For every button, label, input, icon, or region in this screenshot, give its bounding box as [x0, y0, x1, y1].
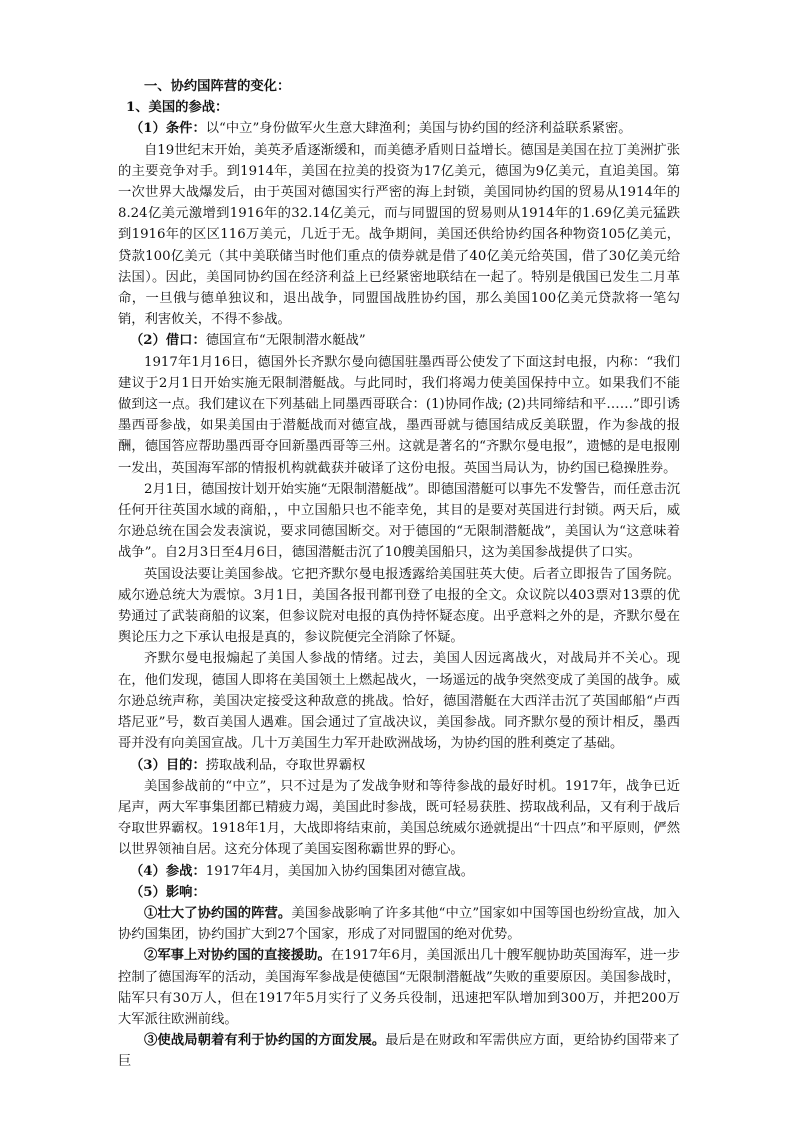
paragraph-conditions-detail: 自19世纪末开始，美英矛盾逐渐缓和，而美德矛盾则日益增长。德国是美国在拉丁美洲扩张的主要竞争对手。到1914年，美国在拉美的投资为17亿美元，德国为9亿美元，直追美国。第一次世界大战爆发后，由于英国对德国实行严密的海上封锁，美国同协约国的贸易从1914年的8.24亿美元激增到1916年的32.14亿美元，而与同盟国的贸易则从1914年的1.69亿美元猛跌到1916年的区区116万美元，几近于无。战争期间，美国还供给协约国各种物资105亿美元，贷款100亿美元（其中美联储当时他们重点的债券就是借了40亿美元给英国，借了30亿美元给法国）。因此，美国同协约国在经济利益上已经紧密地联结在一起了。特别是俄国已发生二月革命，一旦俄与德单独议和，退出战争，同盟国战胜协约国，那么美国100亿美元贷款将一笔勾销，利害攸关，不得不参战。: [118, 142, 680, 328]
impact-1: [118, 903, 680, 945]
conditions-text: 以“中立”身份做军火生意大肆渔利；美国与协约国的经济利益联系紧密。: [205, 121, 632, 137]
section-title: 一、协约国阵营的变化：: [144, 79, 291, 94]
pretext-label: （2）借口：: [130, 333, 206, 349]
paragraph-purpose: 美国参战前的“中立”，只不过是为了发战争财和等待参战的最好时机。1917年，战争已近尾声，两大军事集团都已精疲力竭，美国此时参战，既可轻易获胜、捞取战利品，又有利于战后夺取世界霸权。1918年1月，大战即将结束前，美国总统威尔逊就提出“十四点”和平原则，俨然以世界领袖自居。这充分体现了美国妄图称霸世界的野心。: [118, 778, 680, 858]
paragraph-war: 齐默尔曼电报煽起了美国人参战的情绪。过去，美国人因远离战火，对战局并不关心。现在，他们发现，德国人即将在美国领土上燃起战火，一场遥远的战争突然变成了美国的战争。威尔逊总统声称，美国决定接受这种敌意的挑战。恰好，德国潜艇在大西洋击沉了英国邮船“卢西塔尼亚”号，数百美国人遇难。国会通过了宣战决议，美国参战。同齐默尔曼的预计相反，墨西哥并没有向美国宣战。几十万美国生力军开赴欧洲战场，为协约国的胜利奠定了基础。: [118, 651, 680, 752]
join-text: 1917年4月，美国加入协约国集团对德宣战。: [205, 863, 475, 879]
document-page: [118, 76, 680, 1073]
join-line: [118, 861, 680, 882]
paragraph-telegram: 1917年1月16日，德国外长齐默尔曼向德国驻墨西哥公使发了下面这封电报，内称：“我们建议于2月1日开始实施无限制潜艇战。与此同时，我们将竭力使美国保持中立。如果我们不能做到这一点。我们建议在下列基础上同墨西哥联合：(1)协同作战; (2)共同缔结和平……”即引诱墨西哥参战，如果美国由于潜艇战而对德宣战，墨西哥就与德国结成反美联盟，作为参战的报酬，德国答应帮助墨西哥夺回新墨西哥等三州。这就是著名的“齐默尔曼电报”，遗憾的是电报刚一发出，英国海军部的情报机构就截获并破译了这份电报。英国当局认为，协约国已稳操胜券。: [118, 354, 680, 476]
pretext-line: [118, 330, 680, 351]
impact-2-lead: ②军事上对协约国的直接援助。: [144, 948, 331, 964]
impact-1-text: 美国参战影响了许多其他“中立”国家如中国等国也纷纷宣战，加入协约国集团，协约国扩大到27个国家，形成了对同盟国的绝对优势。: [118, 905, 680, 943]
purpose-text: 捞取战利品，夺取世界霸权: [205, 757, 366, 773]
join-label: （4）参战：: [130, 863, 206, 879]
impact-label: （5）影响：: [130, 884, 206, 900]
purpose-label: （3）目的：: [130, 757, 206, 773]
paragraph-uk: 英国设法要让美国参战。它把齐默尔曼电报透露给美国驻英大使。后者立即报告了国务院。威尔逊总统大为震惊。3月1日，美国各报刊都刊登了电报的全文。众议院以403票对13票的优势通过了武装商船的议案，但参议院对电报的真伪持怀疑态度。出乎意料之外的是，齐默尔曼在舆论压力之下承认电报是真的，参议院便完全消除了怀疑。: [118, 566, 680, 646]
impact-2: [118, 945, 680, 1030]
subsection-title: 1、美国的参战：: [126, 100, 229, 116]
impact-2-text: 在1917年6月，美国派出几十艘军舰协助英国海军，进一步控制了德国海军的活动，美国海军参战是使德国“无限制潜艇战”失败的重要原因。美国参战时，陆军只有30万人，但在1917年5月实行了义务兵役制，迅速把军队增加到300万，并把200万大军派往欧洲前线。: [118, 948, 680, 1027]
conditions-line: [118, 118, 680, 139]
conditions-label: （1）条件：: [130, 121, 206, 137]
impact-3-text: 最后是在财政和军需供应方面，更给协约国带来了巨: [118, 1033, 681, 1070]
purpose-line: [118, 755, 680, 776]
impact-3: [118, 1030, 680, 1072]
impact-1-lead: ①壮大了协约国的阵营。: [144, 905, 292, 921]
paragraph-feb1: 2月1日，德国按计划开始实施“无限制潜艇战”。即德国潜艇可以事先不发警告，而任意击沉任何开往英国水域的商船，，中立国船只也不能幸免，其目的是要对英国进行封锁。两天后，威尔逊总统在国会发表演说，要求同德国断交。对于德国的“无限制潜艇战”，美国认为“这意味着战争”。自2月3日至4月6日，德国潜艇击沉了10艘美国船只，这为美国参战提供了口实。: [118, 481, 680, 561]
pretext-text: 德国宣布“无限制潜水艇战”: [205, 333, 366, 349]
impact-3-lead: ③使战局朝着有利于协约国的方面发展。: [144, 1033, 386, 1049]
